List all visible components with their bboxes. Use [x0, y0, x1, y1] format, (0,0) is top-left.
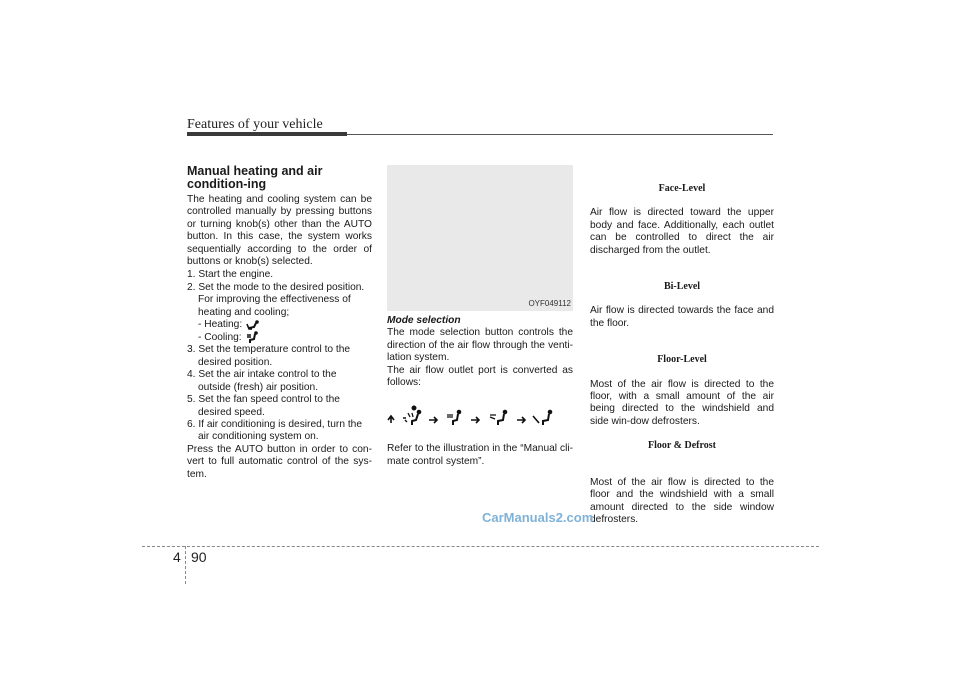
step-2-note: For improving the effectiveness of heating and cooling; [198, 294, 351, 318]
steps-list [187, 269, 372, 443]
header-title: Features of your vehicle [187, 117, 323, 132]
step-5: 5. Set the fan speed control to the desired speed. [187, 394, 340, 418]
chapter-number: 4 [173, 549, 181, 565]
step-4: 4. Set the air intake control to the outside (fresh) air position. [187, 369, 337, 393]
mode-selection-heading: Mode selection [387, 315, 461, 326]
heating-mode [187, 319, 372, 331]
header-rule [347, 134, 773, 135]
section-heading: Manual heating and air condition-ing [187, 164, 323, 191]
climate-control-photo [387, 165, 573, 311]
outro-paragraph: Press the AUTO button in order to con-vert to full automatic control of the sys-tem. [187, 443, 372, 480]
column-middle [387, 165, 573, 468]
floor-level-text: Most of the air flow is directed to the floor, with a small amount of the air being directed to the windshield and side win-dow defrosters. [590, 378, 774, 427]
column-left [187, 165, 372, 481]
mode-paragraph-3: Refer to the illustration in the “Manual cli-mate control system”. [387, 443, 573, 467]
heating-label: - Heating: [198, 319, 243, 331]
floor-defrost-text: Most of the air flow is directed to the floor and the windshield with a small amount directed to the side window defrosters. [590, 476, 774, 525]
floor-level-title: Floor-Level [657, 354, 707, 366]
mode-paragraph-2: The air flow outlet port is converted as follows: [387, 364, 573, 389]
watermark-link[interactable]: CarManuals2.com [482, 510, 594, 525]
intro-paragraph: The heating and cooling system can be controlled manually by pressing buttons or turning knob(s) other than the AUTO button. In this case, the system works sequentially according to the order of buttons or knob(s) selected. [187, 194, 372, 268]
bi-level-text: Air flow is directed towards the face and the floor. [590, 305, 774, 329]
step-6: 6. If air conditioning is desired, turn the air conditioning system on. [187, 418, 362, 443]
mode-sequence-diagram [387, 403, 573, 429]
mode-sequence-icons [387, 403, 573, 429]
image-code: OYF049112 [528, 298, 571, 308]
column-right [590, 183, 774, 526]
page-number: 90 [191, 549, 207, 565]
floor-mode-icon [246, 320, 260, 331]
floor-defrost-title: Floor & Defrost [648, 440, 716, 452]
face-level-text: Air flow is directed toward the upper body and face. Additionally, each outlet can be controlled to direct the air discharged from the outlet. [590, 207, 774, 256]
step-1: 1. Start the engine. [187, 269, 274, 281]
step-3: 3. Set the temperature control to the desired position. [187, 344, 351, 368]
step-2: 2. Set the mode to the desired position. [187, 281, 365, 293]
face-mode-icon [246, 331, 260, 344]
face-level-title: Face-Level [658, 183, 706, 194]
cooling-label: - Cooling: [198, 331, 242, 343]
cooling-mode [187, 331, 372, 344]
footer-divider [185, 546, 186, 584]
bi-level-title: Bi-Level [663, 281, 701, 293]
footer-rule [142, 546, 819, 547]
mode-paragraph-1: The mode selection button controls the direction of the air flow through the venti-lation system. [387, 327, 573, 364]
header-bar [187, 132, 347, 136]
